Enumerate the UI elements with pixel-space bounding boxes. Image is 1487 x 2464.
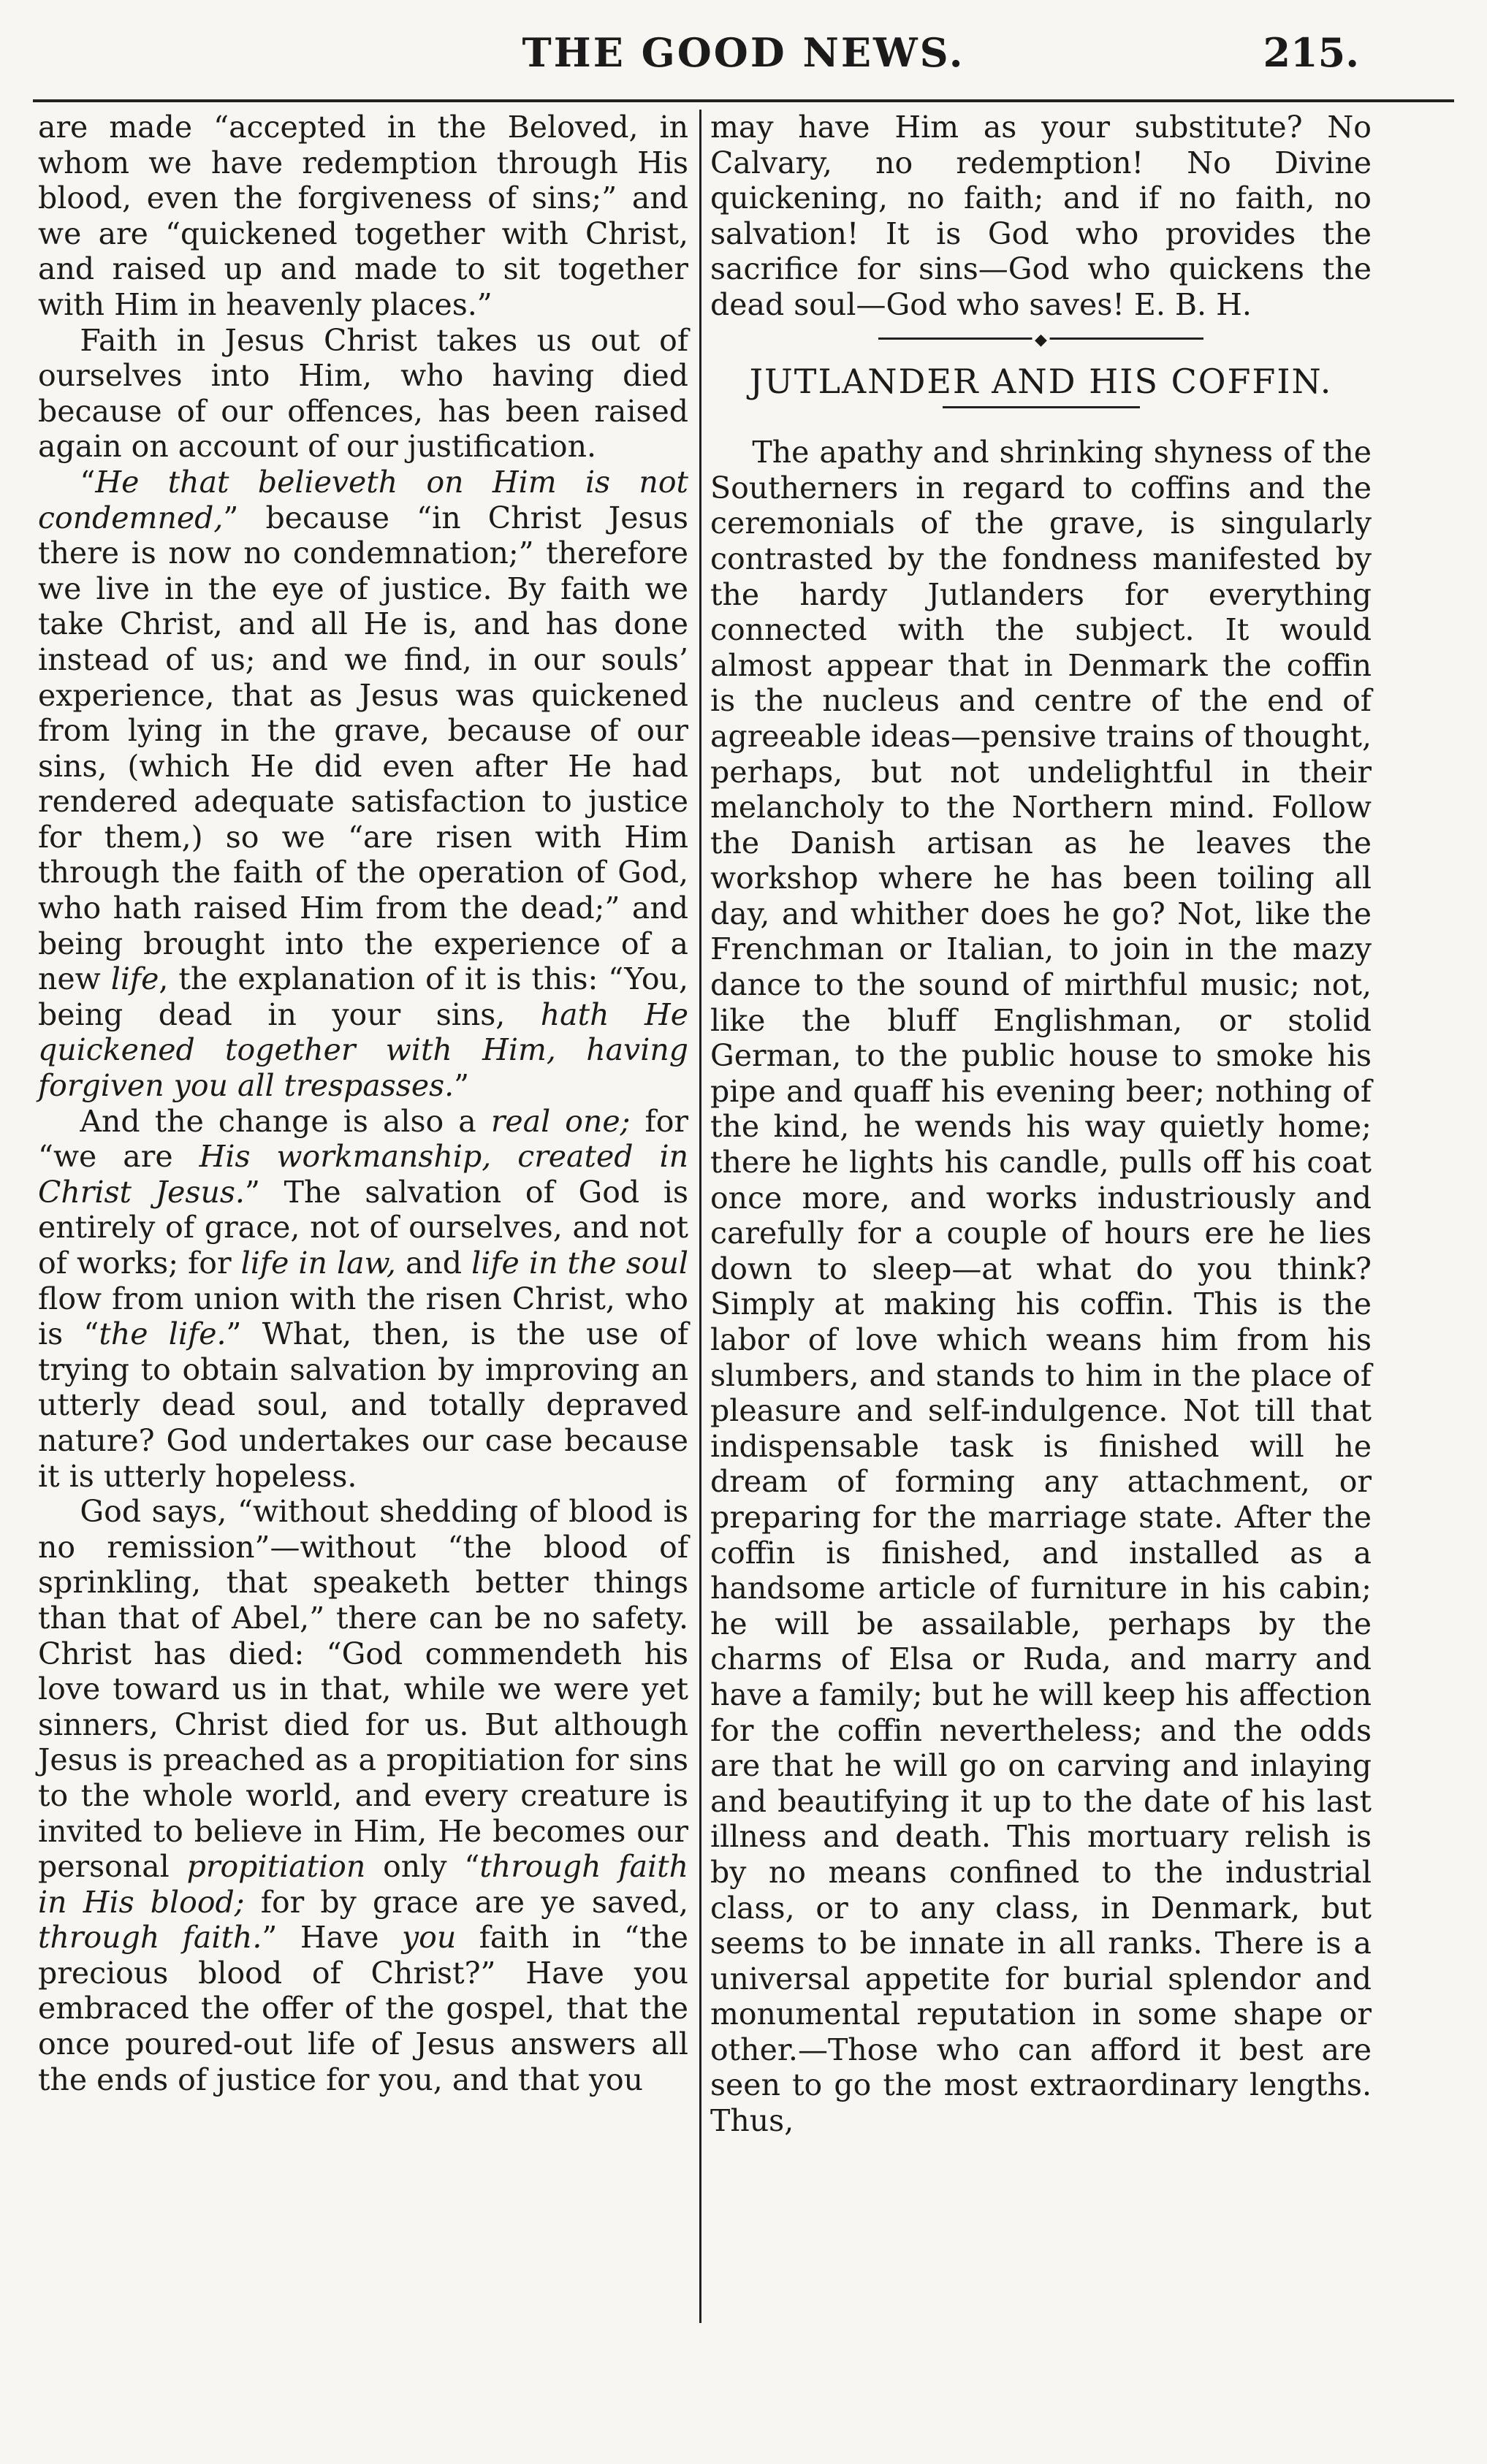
italic-run: His workmanship, created in Christ Jesus. [38, 1139, 688, 1210]
text-run: ” The salvation of God is entirely of grace, not of ourselves, and not of works; for [38, 1174, 689, 1281]
italic-run: He that believeth on Him is not condemned, [38, 464, 688, 535]
italic-run: through faith. [38, 1920, 262, 1956]
text-run: ” What, then, is the use of trying to obtain salvation by improving an utterly dead soul, and totally depraved nature? God undertakes our case because it is utterly hopeless. [38, 1316, 689, 1494]
paragraph-condemned [38, 465, 688, 1104]
running-title: THE GOOD NEWS. [522, 29, 965, 76]
text-run: , the explanation of it is this: “You, being dead in your sins, [38, 961, 688, 1032]
italic-run: you [401, 1920, 457, 1956]
italic-run: life in law, [240, 1246, 396, 1281]
italic-run: propitiation [186, 1849, 366, 1885]
title-rule [943, 406, 1140, 408]
column-divider [699, 110, 701, 2323]
text-run: “ [80, 464, 96, 500]
text-run: for by grace are ye saved, [244, 1884, 689, 1920]
paragraph-continuation: are made “accepted in the Beloved, in whom we have redemption through His blood, even the forgiveness of sins;” and we are “quickened together with Christ, and raised up and made to sit together with Him in heavenly places.” [38, 110, 688, 322]
italic-run: through faith in His blood; [38, 1849, 689, 1920]
text-run: may have Him as your substitute? No Calvary, no redemption! No Divine quickening, no faith; and if no faith, no salvation! It is God who provides the sacrifice for sins—God who quickens the dead soul—God who saves! [710, 110, 1372, 322]
italic-run: the life. [99, 1316, 227, 1352]
page-number: 215. [1263, 29, 1359, 76]
paragraph-continuation-right [710, 110, 1372, 323]
text-run: only “ [365, 1849, 480, 1885]
text-run: ” [454, 1068, 470, 1104]
italic-run: life in the soul [471, 1246, 688, 1281]
article-title: JUTLANDER AND HIS COFFIN. [749, 361, 1333, 401]
author-signature: E. B. H. [1133, 286, 1252, 322]
italic-run: life [110, 961, 159, 997]
section-separator [710, 329, 1372, 348]
paragraph-jutlander: The apathy and shrinking shyness of the Southerners in regard to coffins and the ceremonials of the grave, is singularly contrasted by the fondness manifested by the hardy Jutlanders for everything connected with the subject. It would almost appear that in Denmark the coffin is the nucleus and centre of the end of agreeable ideas—pensive trains of thought, perhaps, but not undelightful in their melancholy to the Northern mind. Follow the Danish artisan as he leaves the workshop where he has been toiling all day, and whither does he go? Not, like the Frenchman or Italian, to join in the mazy dance to the sound of mirthful music; not, like the bluff Englishman, or stolid German, to the public house to smoke his pipe and quaff his evening beer; nothing of the kind, he wends his way quietly home; there he lights his candle, pulls off his coat once more, and works industriously and carefully for a couple of hours ere he lies down to sleep—at what do you think? Simply at making his coffin. This is the labor of love which weans him from his slumbers, and stands to him in the place of pleasure and self-indulgence. Not till that indispensable task is finished will he dream of forming any attachment, or preparing for the marriage state. After the coffin is finished, and installed as a handsome article of furniture in his cabin; he will be assailable, perhaps by the charms of Elsa or Ruda, and marry and have a family; but he will keep his affection for the coffin nevertheless; and the odds are that he will go on carving and inlaying and beautifying it up to the date of his last illness and death. This mortuary relish is by no means confined to the industrial class, or to any class, in Denmark, but seems to be innate in all ranks. There is a universal appetite for burial splendor and monumental reputation in some shape or other.—Those who can afford it best are seen to go the most extraordinary lengths. Thus, [710, 435, 1372, 2139]
paragraph-change [38, 1104, 688, 1495]
italic-run: real one; [490, 1103, 631, 1139]
text-run: God says, “without shedding of blood is no remission”—without “the blood of sprinkling, that speaketh better things than that of Abel,” there can be no safety. Christ has died: “God commendeth his love toward us in that, while we were yet sinners, Christ died for us. But although Jesus is preached as a propitiation for sins to the whole world, and every creature is invited to believe in Him, He becomes our personal [38, 1494, 688, 1885]
text-run: ” because “in Christ Jesus there is now no condemnation;” therefore we live in the eye of justice. By faith we take Christ, and all He is, and has done instead of us; and we find, in our souls’ experience, that as Jesus was quickened from lying in the grave, because of our sins, (which He did even after He had rendered adequate satisfaction to justice for them,) so we “are risen with Him through the faith of the operation of God, who hath raised Him from the dead;” and being brought into the experience of a new [38, 500, 688, 997]
page-header [0, 16, 1487, 82]
text-run: ” Have [262, 1920, 402, 1956]
text-run: And the change is also a [80, 1103, 491, 1139]
right-column [710, 110, 1372, 2139]
paragraph-faith: Faith in Jesus Christ takes us out of ourselves into Him, who having died because of our offences, has been raised again on account of our justification. [38, 322, 688, 465]
paragraph-blood [38, 1494, 688, 2097]
text-run: for “we are [38, 1103, 688, 1175]
header-rule [33, 99, 1454, 102]
italic-run: hath He quickened together with Him, having forgiven you all trespasses. [38, 996, 688, 1104]
text-run: faith in “the precious blood of Christ?” Have you embraced the offer of the gospel, that the once poured-out life of Jesus answers all the ends of justice for you, and that you [38, 1920, 688, 2097]
left-column [38, 110, 688, 2097]
text-run: and [395, 1246, 472, 1281]
text-run: flow from union with the risen Christ, who is “ [38, 1281, 688, 1352]
